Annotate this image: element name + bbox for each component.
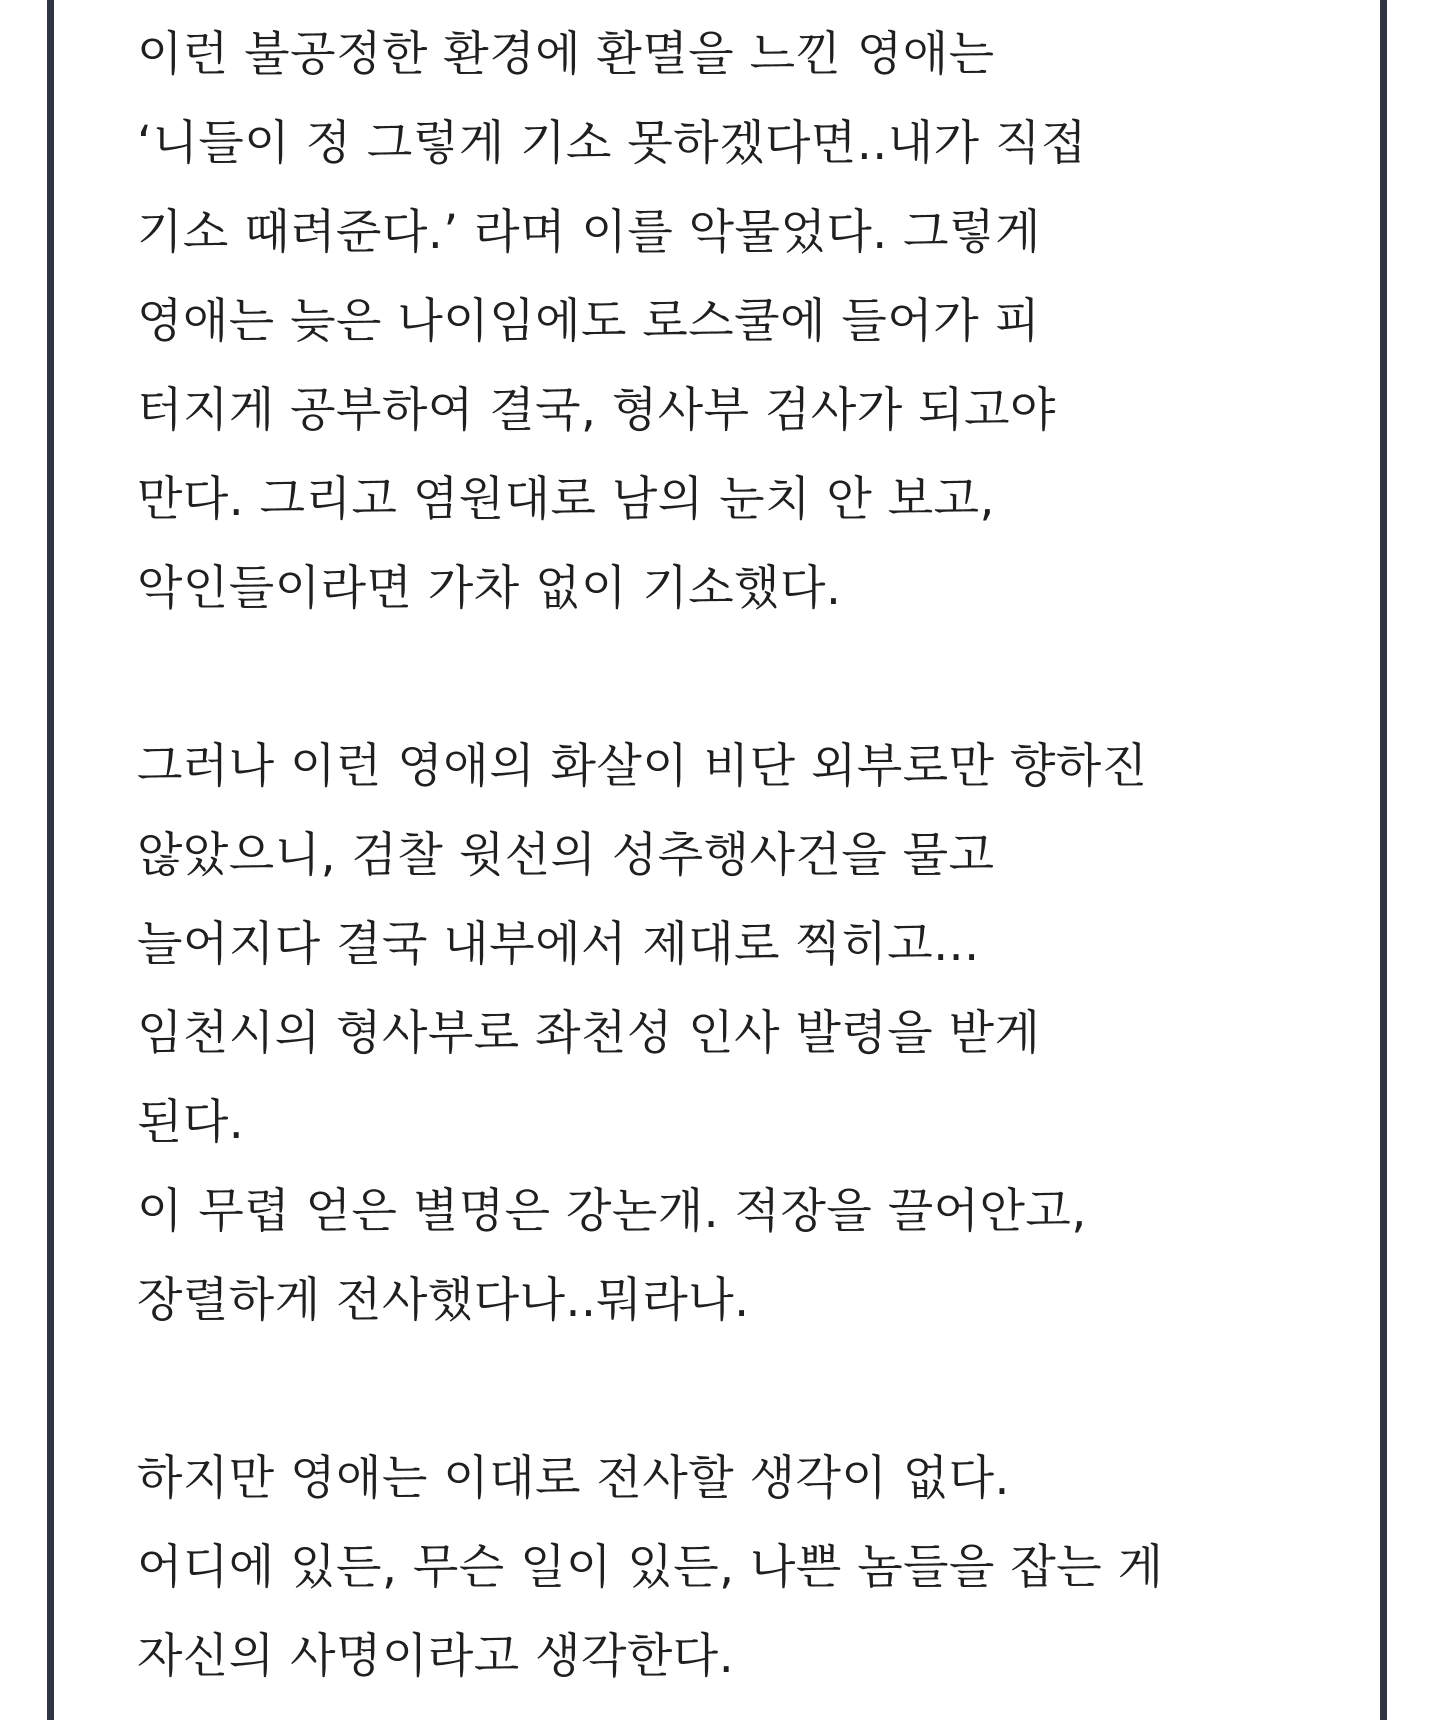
text-line: ‘니들이 정 그렇게 기소 못하겠다면..내가 직접: [137, 116, 1087, 171]
text-line: 된다.: [137, 1095, 245, 1150]
text-line: 어디에 있든, 무슨 일이 있든, 나쁜 놈들을 잡는 게: [137, 1540, 1164, 1595]
paragraph-3: [137, 1434, 1337, 1701]
text-line: 자신의 사명이라고 생각한다.: [137, 1629, 735, 1684]
text-line: 만다. 그리고 염원대로 남의 눈치 안 보고,: [137, 472, 995, 527]
text-line: 악인들이라면 가차 없이 기소했다.: [137, 561, 842, 616]
article-body: [137, 10, 1337, 1701]
text-line: 이 무렵 얻은 별명은 강논개. 적장을 끌어안고,: [137, 1184, 1087, 1239]
text-line: 이런 불공정한 환경에 환멸을 느낀 영애는: [137, 27, 995, 82]
text-line: 늘어지다 결국 내부에서 제대로 찍히고...: [137, 917, 980, 972]
paragraph-gap: [137, 1345, 1337, 1434]
text-line: 임천시의 형사부로 좌천성 인사 발령을 받게: [137, 1006, 1041, 1061]
text-line: 그러나 이런 영애의 화살이 비단 외부로만 향하진: [137, 739, 1148, 794]
text-line: 하지만 영애는 이대로 전사할 생각이 없다.: [137, 1451, 1010, 1506]
paragraph-gap: [137, 633, 1337, 722]
text-line: 기소 때려준다.’ 라며 이를 악물었다. 그렇게: [137, 205, 1041, 260]
paragraph-2: [137, 722, 1337, 1345]
text-line: 장렬하게 전사했다나..뭐라나.: [137, 1273, 750, 1328]
paragraph-1: [137, 10, 1337, 633]
text-line: 영애는 늦은 나이임에도 로스쿨에 들어가 피: [137, 294, 1041, 349]
text-line: 않았으니, 검찰 윗선의 성추행사건을 물고: [137, 828, 995, 883]
text-line: 터지게 공부하여 결국, 형사부 검사가 되고야: [137, 383, 1056, 438]
